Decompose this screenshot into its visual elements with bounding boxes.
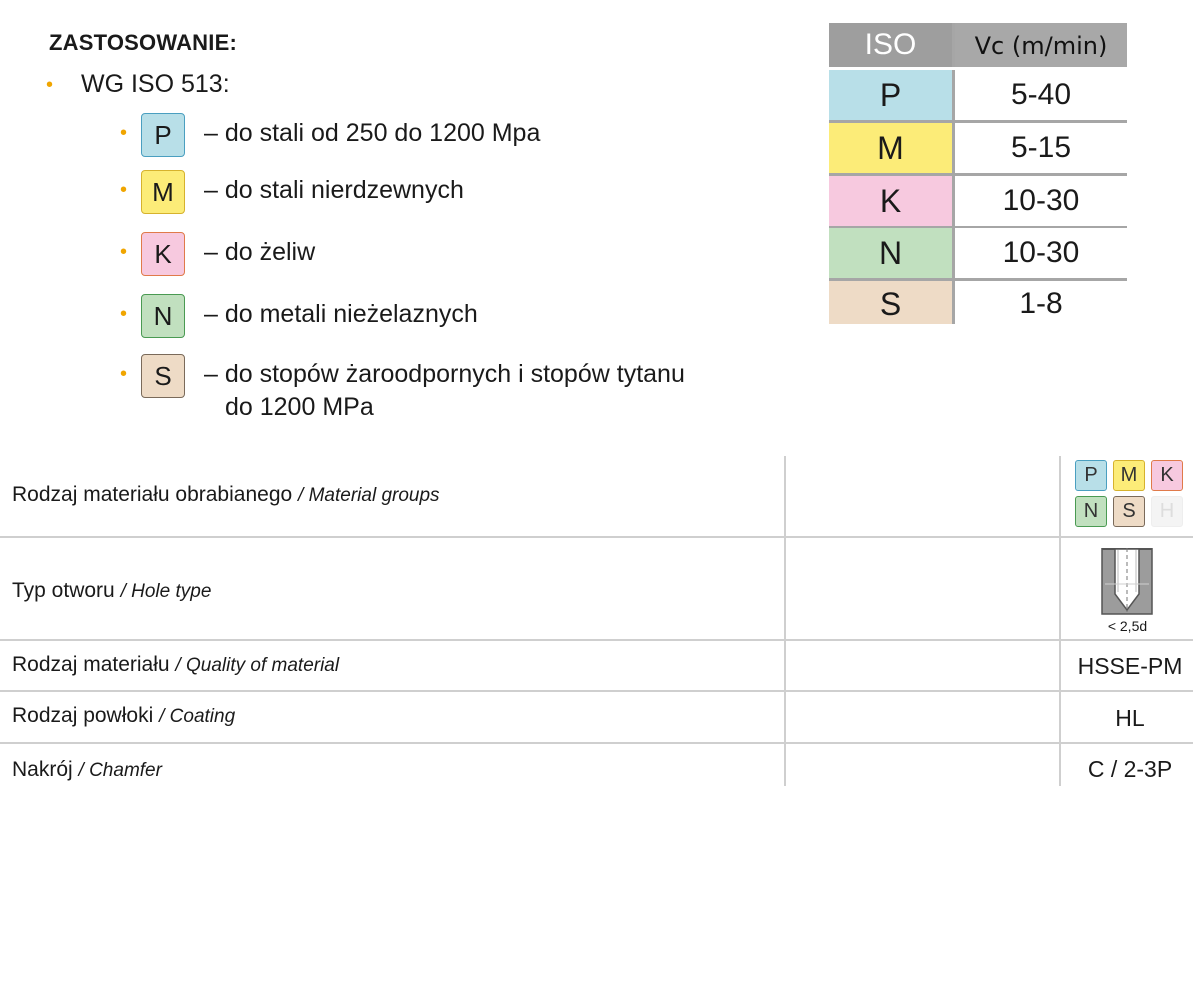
material-group-icon-k: K <box>1151 460 1183 491</box>
material-group-icon-s: S <box>1113 496 1145 527</box>
iso-code-cell: M <box>829 123 952 173</box>
material-description: – do stali od 250 do 1200 Mpa <box>204 119 541 147</box>
material-description: – do stali nierdzewnych <box>204 176 464 204</box>
bullet-icon: • <box>120 363 128 385</box>
material-group-icon-p: P <box>1075 460 1107 491</box>
iso-code-cell: N <box>829 228 952 278</box>
material-group-icon-m: M <box>1113 460 1145 491</box>
iso-row-n <box>829 228 1127 278</box>
bullet-icon: • <box>120 179 128 201</box>
material-badge-p: P <box>141 113 185 157</box>
iso-code-cell: S <box>829 281 952 324</box>
spec-value: HL <box>1115 705 1145 731</box>
spec-label: Rodzaj materiału obrabianego / Material groups <box>12 483 440 506</box>
spec-row-quality <box>0 641 1200 690</box>
iso-row-m <box>829 123 1127 173</box>
vc-value-cell: 1-8 <box>955 281 1127 324</box>
spec-value: C / 2-3P <box>1087 756 1173 782</box>
bullet-icon: • <box>120 241 128 263</box>
vc-value-cell: 5-40 <box>955 70 1127 120</box>
spec-label: Rodzaj powłoki / Coating <box>12 704 236 727</box>
material-group-icons <box>1075 460 1195 532</box>
material-badge-s: S <box>141 354 185 398</box>
bullet-icon: • <box>120 303 128 325</box>
vc-value-cell: 5-15 <box>955 123 1127 173</box>
material-description: – do metali nieżelaznych <box>204 300 478 328</box>
vc-value-cell: 10-30 <box>955 228 1127 278</box>
spec-row-chamfer <box>0 744 1200 788</box>
iso-row-p <box>829 70 1127 120</box>
material-group-icon-h: H <box>1151 496 1183 527</box>
vc-value-cell: 10-30 <box>955 176 1127 226</box>
material-group-icon-n: N <box>1075 496 1107 527</box>
spec-row-material-groups <box>0 456 1200 536</box>
spec-label: Rodzaj materiału / Quality of material <box>12 653 340 676</box>
material-description: – do stopów żaroodpornych i stopów tytanu <box>204 360 685 388</box>
section-heading: ZASTOSOWANIE: <box>49 30 237 55</box>
material-badge-k: K <box>141 232 185 276</box>
material-description: – do żeliw <box>204 238 316 266</box>
bullet-icon: • <box>46 74 54 96</box>
spec-row-hole-type <box>0 538 1200 639</box>
bullet-icon: • <box>120 122 128 144</box>
vc-header-cell: Vc (m/min) <box>955 23 1127 67</box>
iso-row-s <box>829 281 1127 324</box>
blind-hole-icon <box>1100 548 1155 638</box>
material-badge-n: N <box>141 294 185 338</box>
standard-label: WG ISO 513: <box>81 70 230 98</box>
iso-row-k <box>829 176 1127 226</box>
iso-code-cell: P <box>829 70 952 120</box>
spec-label: Nakrój / Chamfer <box>12 758 162 781</box>
iso-table-header <box>829 23 1127 67</box>
material-badge-m: M <box>141 170 185 214</box>
iso-code-cell: K <box>829 176 952 226</box>
iso-header-cell: ISO <box>829 23 952 67</box>
hole-depth-label: < 2,5d <box>1107 618 1148 634</box>
material-description-cont: do 1200 MPa <box>225 393 374 421</box>
spec-value: HSSE-PM <box>1077 653 1183 679</box>
spec-label: Typ otworu / Hole type <box>12 579 212 602</box>
spec-row-coating <box>0 692 1200 742</box>
